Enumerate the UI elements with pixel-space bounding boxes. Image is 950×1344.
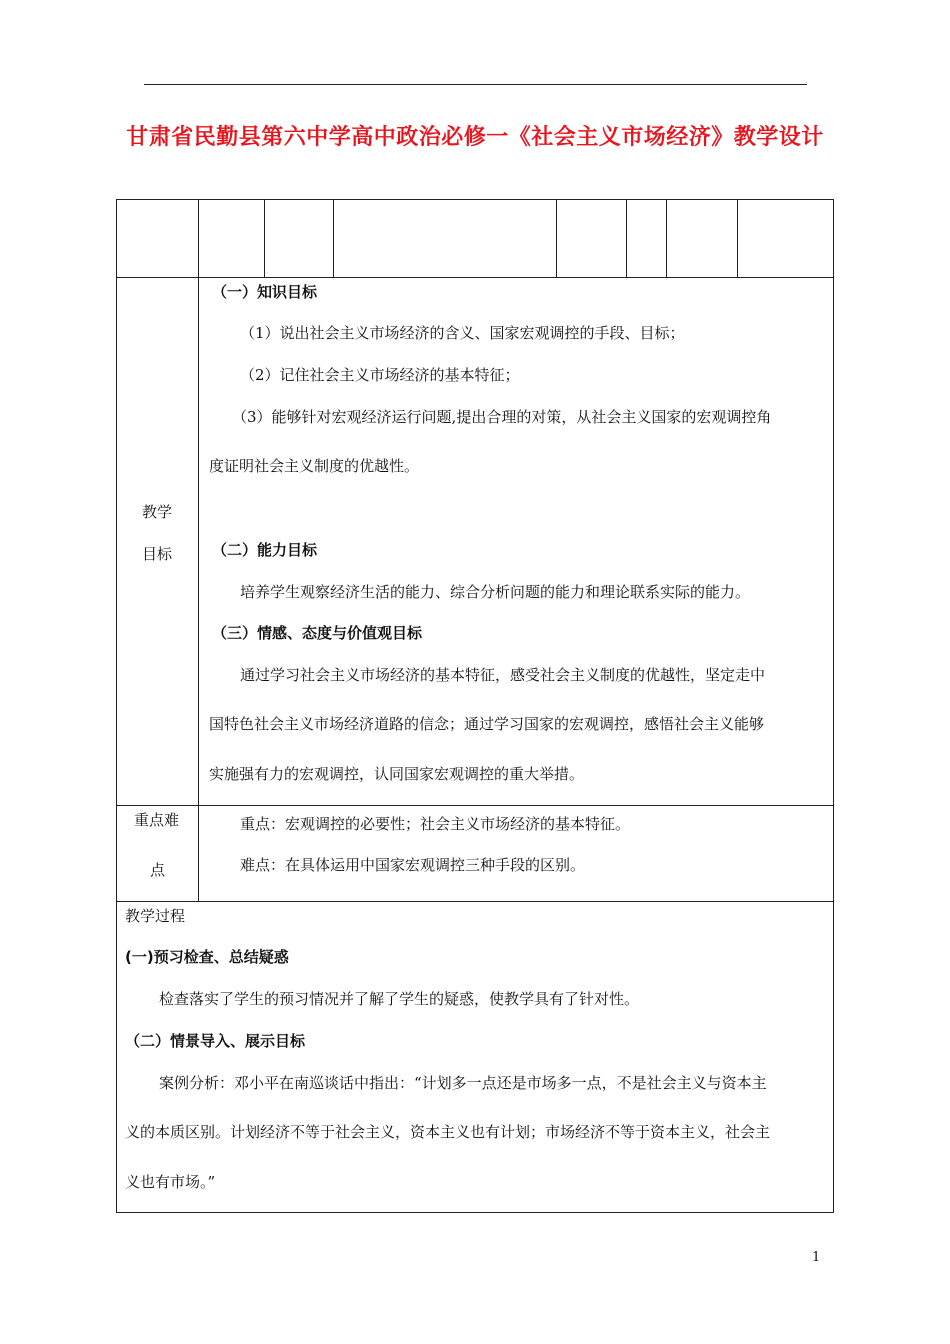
header-divider [737,199,738,278]
knowledge-item-3-line-1: （3）能够针对宏观经济运行问题,提出合理的对策，从社会主义国家的宏观调控角 [232,408,772,426]
knowledge-item-2: （2）记住社会主义市场经济的基本特征； [240,366,520,384]
process-label: 教学过程 [125,907,186,925]
objectives-label-1: 教学 [142,503,173,521]
ability-heading: （二）能力目标 [212,541,318,559]
header-rule [144,84,807,85]
header-row [116,199,834,278]
document-title-text: 甘肃省民勤县第六中学高中政治必修一《社会主义市场经济》教学设计 [126,125,824,150]
header-divider [666,199,667,278]
key-points-label-1: 重点难 [134,811,180,829]
step2-text-line-2: 义的本质区别。计划经济不等于社会主义，资本主义也有计划；市场经济不等于资本主义，社会主 [125,1123,771,1141]
objectives-divider [198,277,199,806]
emotion-text-line-3: 实施强有力的宏观调控，认同国家宏观调控的重大举措。 [209,765,585,783]
emotion-text-line-1: 通过学习社会主义市场经济的基本特征，感受社会主义制度的优越性，坚定走中 [240,666,766,684]
header-divider [626,199,627,278]
document-title [116,124,834,152]
header-divider [198,199,199,278]
step1-text: 检查落实了学生的预习情况并了解了学生的疑惑，使教学具有了针对性。 [159,990,640,1008]
knowledge-heading: （一）知识目标 [212,283,318,301]
step2-heading: （二）情景导入、展示目标 [125,1032,306,1050]
difficulty-text: 难点：在具体运用中国家宏观调控三种手段的区别。 [240,856,586,874]
emotion-heading: （三）情感、态度与价值观目标 [212,624,423,642]
step2-text-line-1: 案例分析：邓小平在南巡谈话中指出：“计划多一点还是市场多一点，不是社会主义与资本主 [159,1074,767,1092]
key-points-divider [198,805,199,902]
key-points-label-2: 点 [150,861,166,879]
header-divider [264,199,265,278]
objectives-label-2: 目标 [142,545,173,563]
emotion-text-line-2: 国特色社会主义市场经济道路的信念；通过学习国家的宏观调控，感悟社会主义能够 [209,715,765,733]
page-number: 1 [812,1250,821,1265]
step2-text-line-3: 义也有市场。” [125,1173,216,1191]
ability-text: 培养学生观察经济生活的能力、综合分析问题的能力和理论联系实际的能力。 [240,583,751,601]
knowledge-item-3-line-2: 度证明社会主义制度的优越性。 [209,457,420,475]
step1-heading: (一)预习检查、总结疑惑 [125,948,289,966]
header-divider [556,199,557,278]
focus-text: 重点：宏观调控的必要性；社会主义市场经济的基本特征。 [240,815,631,833]
header-divider [333,199,334,278]
knowledge-item-1: （1）说出社会主义市场经济的含义、国家宏观调控的手段、目标； [240,324,685,342]
